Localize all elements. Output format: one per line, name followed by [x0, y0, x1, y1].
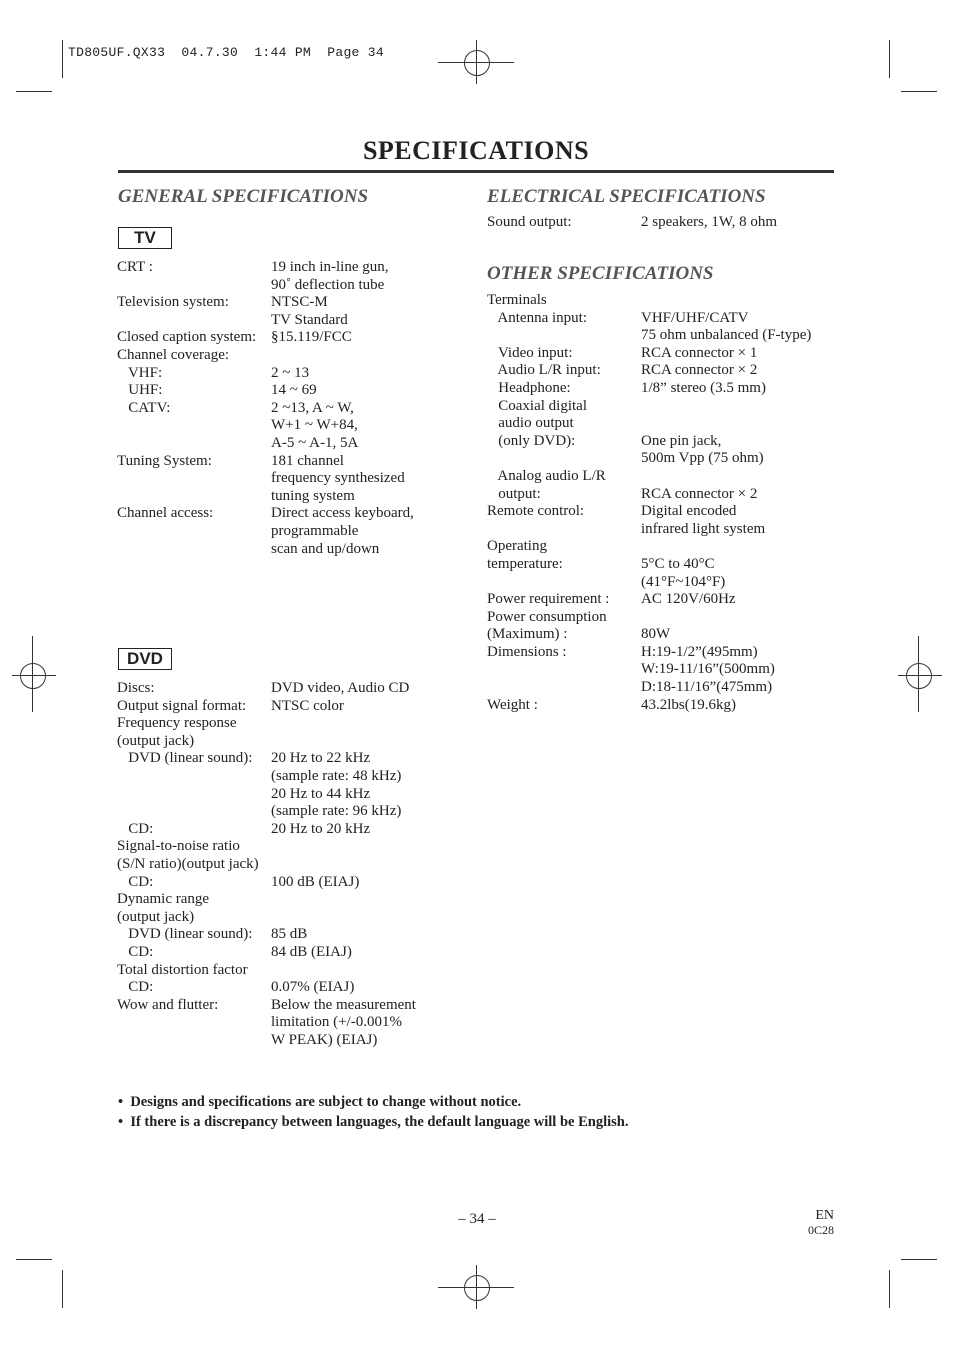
spec-value: 2 ~ 13 [271, 364, 310, 381]
spec-row [117, 803, 416, 821]
spec-label: Remote control: [487, 503, 585, 520]
notes [118, 1092, 628, 1132]
spec-label: Audio L/R input: [487, 362, 601, 379]
dvd-spec-list [117, 680, 416, 1049]
spec-value: NTSC-M [271, 294, 328, 311]
page-corner-codes [808, 1209, 834, 1237]
spec-row [117, 312, 414, 330]
spec-value: RCA connector × 2 [641, 362, 758, 379]
spec-label: Terminals [487, 292, 547, 308]
electrical-spec-list [487, 214, 777, 232]
spec-row [117, 874, 416, 892]
spec-label [487, 450, 641, 468]
spec-label: Channel coverage: [117, 346, 230, 363]
spec-row [487, 468, 811, 486]
spec-label: Weight : [487, 696, 538, 713]
spec-label [117, 1014, 271, 1032]
spec-label: Antenna input: [487, 309, 587, 326]
spec-label: (S/N ratio)(output jack) [117, 855, 259, 872]
spec-value: 80W [641, 626, 671, 643]
spec-label [117, 435, 271, 453]
spec-row [117, 733, 416, 751]
spec-label: Dimensions : [487, 643, 567, 660]
spec-label: Signal-to-noise ratio [117, 838, 240, 855]
spec-label: Closed caption system: [117, 329, 257, 346]
tv-spec-list [117, 259, 414, 558]
spec-value: VHF/UHF/CATV [641, 309, 749, 326]
note-item: • Designs and specifications are subject to change without notice. [118, 1094, 522, 1110]
spec-value: W+1 ~ W+84, [271, 417, 358, 434]
spec-label: Output signal format: [117, 697, 247, 714]
spec-row [117, 382, 414, 400]
document-code: 0C28 [807, 1223, 834, 1237]
page-number: – 34 – [458, 1211, 496, 1227]
spec-label: CD: [117, 873, 154, 890]
spec-row [117, 435, 414, 453]
spec-label [487, 521, 641, 539]
spec-value: A-5 ~ A-1, 5A [271, 434, 359, 451]
spec-row [117, 680, 416, 698]
spec-row [117, 365, 414, 383]
spec-label: CD: [117, 943, 154, 960]
spec-value: Below the measurement [271, 996, 416, 1013]
spec-value: 5°C to 40°C [641, 555, 715, 572]
spec-row [487, 433, 811, 451]
spec-label [117, 523, 271, 541]
tv-label: TV [118, 227, 172, 249]
spec-label: CD: [117, 979, 154, 996]
spec-label: Power requirement : [487, 591, 610, 608]
spec-label: (output jack) [117, 732, 195, 749]
spec-row [117, 505, 414, 523]
spec-row [117, 944, 416, 962]
spec-value: AC 120V/60Hz [641, 591, 736, 608]
spec-row [117, 698, 416, 716]
spec-value: 75 ohm unbalanced (F-type) [641, 327, 812, 344]
spec-value: 181 channel [271, 452, 344, 469]
spec-label: temperature: [487, 555, 563, 572]
spec-row [117, 541, 414, 559]
spec-value: (41°F~104°F) [641, 573, 726, 590]
print-slug: TD805UF.QX33 04.7.30 1:44 PM Page 34 [68, 45, 384, 60]
spec-value: Digital encoded [641, 503, 737, 520]
spec-label: Headphone: [487, 379, 571, 396]
spec-value: limitation (+/-0.001% [271, 1014, 402, 1031]
spec-label [117, 541, 271, 559]
spec-row [117, 453, 414, 471]
spec-row [117, 768, 416, 786]
spec-row [487, 486, 811, 504]
spec-row [117, 715, 416, 733]
spec-row [487, 292, 811, 310]
spec-label: CD: [117, 820, 154, 837]
spec-row [117, 488, 414, 506]
page-title: SPECIFICATIONS [362, 136, 590, 165]
spec-value: 14 ~ 69 [271, 382, 317, 399]
spec-label: CATV: [117, 399, 171, 416]
other-spec-list [487, 292, 811, 714]
spec-value: 20 Hz to 44 kHz [271, 785, 371, 802]
spec-row [487, 345, 811, 363]
spec-row [117, 962, 416, 980]
spec-row [487, 574, 811, 592]
spec-label: Total distortion factor [117, 961, 248, 978]
spec-value: (sample rate: 96 kHz) [271, 803, 402, 820]
spec-label: Video input: [487, 344, 573, 361]
spec-value: 20 Hz to 22 kHz [271, 750, 371, 767]
spec-label [487, 679, 641, 697]
spec-row [487, 415, 811, 433]
spec-value: 100 dB (EIAJ) [271, 873, 360, 890]
spec-label: Frequency response [117, 715, 237, 732]
spec-label [117, 786, 271, 804]
spec-row [487, 556, 811, 574]
spec-row [487, 450, 811, 468]
spec-label: (only DVD): [487, 432, 576, 449]
spec-label [117, 768, 271, 786]
spec-row [487, 214, 777, 232]
other-specifications-heading: OTHER SPECIFICATIONS [487, 263, 714, 284]
electrical-specifications-heading: ELECTRICAL SPECIFICATIONS [487, 186, 766, 207]
spec-label: VHF: [117, 364, 163, 381]
spec-label: Operating [487, 538, 547, 555]
spec-row [117, 400, 414, 418]
spec-label [117, 417, 271, 435]
spec-value: TV Standard [271, 311, 348, 328]
spec-row [117, 856, 416, 874]
spec-label [487, 327, 641, 345]
spec-row [117, 821, 416, 839]
spec-row [117, 838, 416, 856]
spec-value: One pin jack, [641, 432, 722, 449]
spec-value: 43.2lbs(19.6kg) [641, 696, 736, 713]
spec-row [117, 909, 416, 927]
spec-label: Television system: [117, 294, 229, 311]
spec-value: W PEAK) (EIAJ) [271, 1031, 378, 1048]
spec-row [117, 470, 414, 488]
spec-value: infrared light system [641, 520, 766, 537]
spec-value: tuning system [271, 487, 355, 504]
spec-value: frequency synthesized [271, 470, 405, 487]
spec-label: Discs: [117, 680, 155, 696]
note-item: • If there is a discrepancy between languages, the default language will be English. [118, 1114, 629, 1130]
spec-row [487, 327, 811, 345]
spec-row [487, 310, 811, 328]
spec-value: 84 dB (EIAJ) [271, 943, 352, 960]
spec-label [117, 488, 271, 506]
spec-row [117, 294, 414, 312]
spec-label [117, 277, 271, 295]
spec-label: Coaxial digital [487, 397, 587, 414]
spec-label: Sound output: [487, 214, 572, 230]
spec-value: 20 Hz to 20 kHz [271, 820, 371, 837]
spec-value: 1/8” stereo (3.5 mm) [641, 379, 766, 396]
dvd-label: DVD [118, 648, 172, 670]
spec-label: audio output [487, 415, 574, 432]
spec-row [117, 329, 414, 347]
spec-label: Wow and flutter: [117, 996, 219, 1013]
spec-value: 2 ~13, A ~ W, [271, 399, 354, 416]
spec-row [487, 521, 811, 539]
spec-label: output: [487, 485, 541, 502]
spec-row [117, 417, 414, 435]
spec-value: NTSC color [271, 697, 344, 714]
spec-row [487, 626, 811, 644]
spec-value: 0.07% (EIAJ) [271, 979, 355, 996]
spec-value: 500m Vpp (75 ohm) [641, 450, 764, 467]
spec-row [117, 259, 414, 277]
spec-label [117, 1032, 271, 1050]
spec-row [487, 380, 811, 398]
spec-row [487, 697, 811, 715]
spec-row [487, 503, 811, 521]
spec-row [117, 979, 416, 997]
language-code: EN [815, 1208, 834, 1223]
spec-value: W:19-11/16”(500mm) [641, 661, 775, 678]
spec-label: UHF: [117, 382, 163, 399]
spec-label: Analog audio L/R [487, 467, 606, 484]
spec-row [487, 644, 811, 662]
spec-value: DVD video, Audio CD [271, 680, 410, 696]
spec-value: D:18-11/16”(475mm) [641, 679, 773, 696]
spec-value: scan and up/down [271, 540, 380, 557]
spec-row [117, 786, 416, 804]
spec-value: 2 speakers, 1W, 8 ohm [641, 214, 778, 230]
spec-row [487, 679, 811, 697]
spec-row [117, 891, 416, 909]
spec-row [487, 591, 811, 609]
spec-row [487, 609, 811, 627]
spec-row [117, 997, 416, 1015]
spec-row [117, 277, 414, 295]
spec-label [117, 312, 271, 330]
spec-row [117, 347, 414, 365]
spec-label [117, 470, 271, 488]
spec-value: 90˚ deflection tube [271, 276, 385, 293]
spec-value: programmable [271, 522, 359, 539]
spec-label [487, 574, 641, 592]
spec-value: Direct access keyboard, [271, 505, 414, 522]
spec-value: RCA connector × 1 [641, 344, 758, 361]
spec-row [117, 750, 416, 768]
spec-row [117, 523, 414, 541]
spec-label [117, 803, 271, 821]
title-rule [118, 170, 834, 173]
spec-value: 19 inch in-line gun, [271, 259, 389, 275]
spec-row [117, 926, 416, 944]
spec-label [487, 661, 641, 679]
spec-row [487, 398, 811, 416]
spec-label: Channel access: [117, 505, 214, 522]
spec-row [117, 1032, 416, 1050]
spec-value: (sample rate: 48 kHz) [271, 767, 402, 784]
spec-label: Tuning System: [117, 452, 212, 469]
spec-label: DVD (linear sound): [117, 926, 253, 943]
spec-label: Power consumption [487, 608, 607, 625]
spec-value: 85 dB [271, 926, 308, 943]
general-specifications-heading: GENERAL SPECIFICATIONS [118, 186, 369, 207]
spec-label: DVD (linear sound): [117, 750, 253, 767]
spec-value: §15.119/FCC [271, 329, 352, 346]
spec-label: (output jack) [117, 908, 195, 925]
spec-value: RCA connector × 2 [641, 485, 758, 502]
spec-row [487, 661, 811, 679]
spec-row [117, 1014, 416, 1032]
spec-value: H:19-1/2”(495mm) [641, 643, 758, 660]
spec-row [487, 538, 811, 556]
spec-label: CRT : [117, 259, 153, 275]
spec-label: (Maximum) : [487, 626, 568, 643]
spec-row [487, 362, 811, 380]
spec-label: Dynamic range [117, 891, 210, 908]
